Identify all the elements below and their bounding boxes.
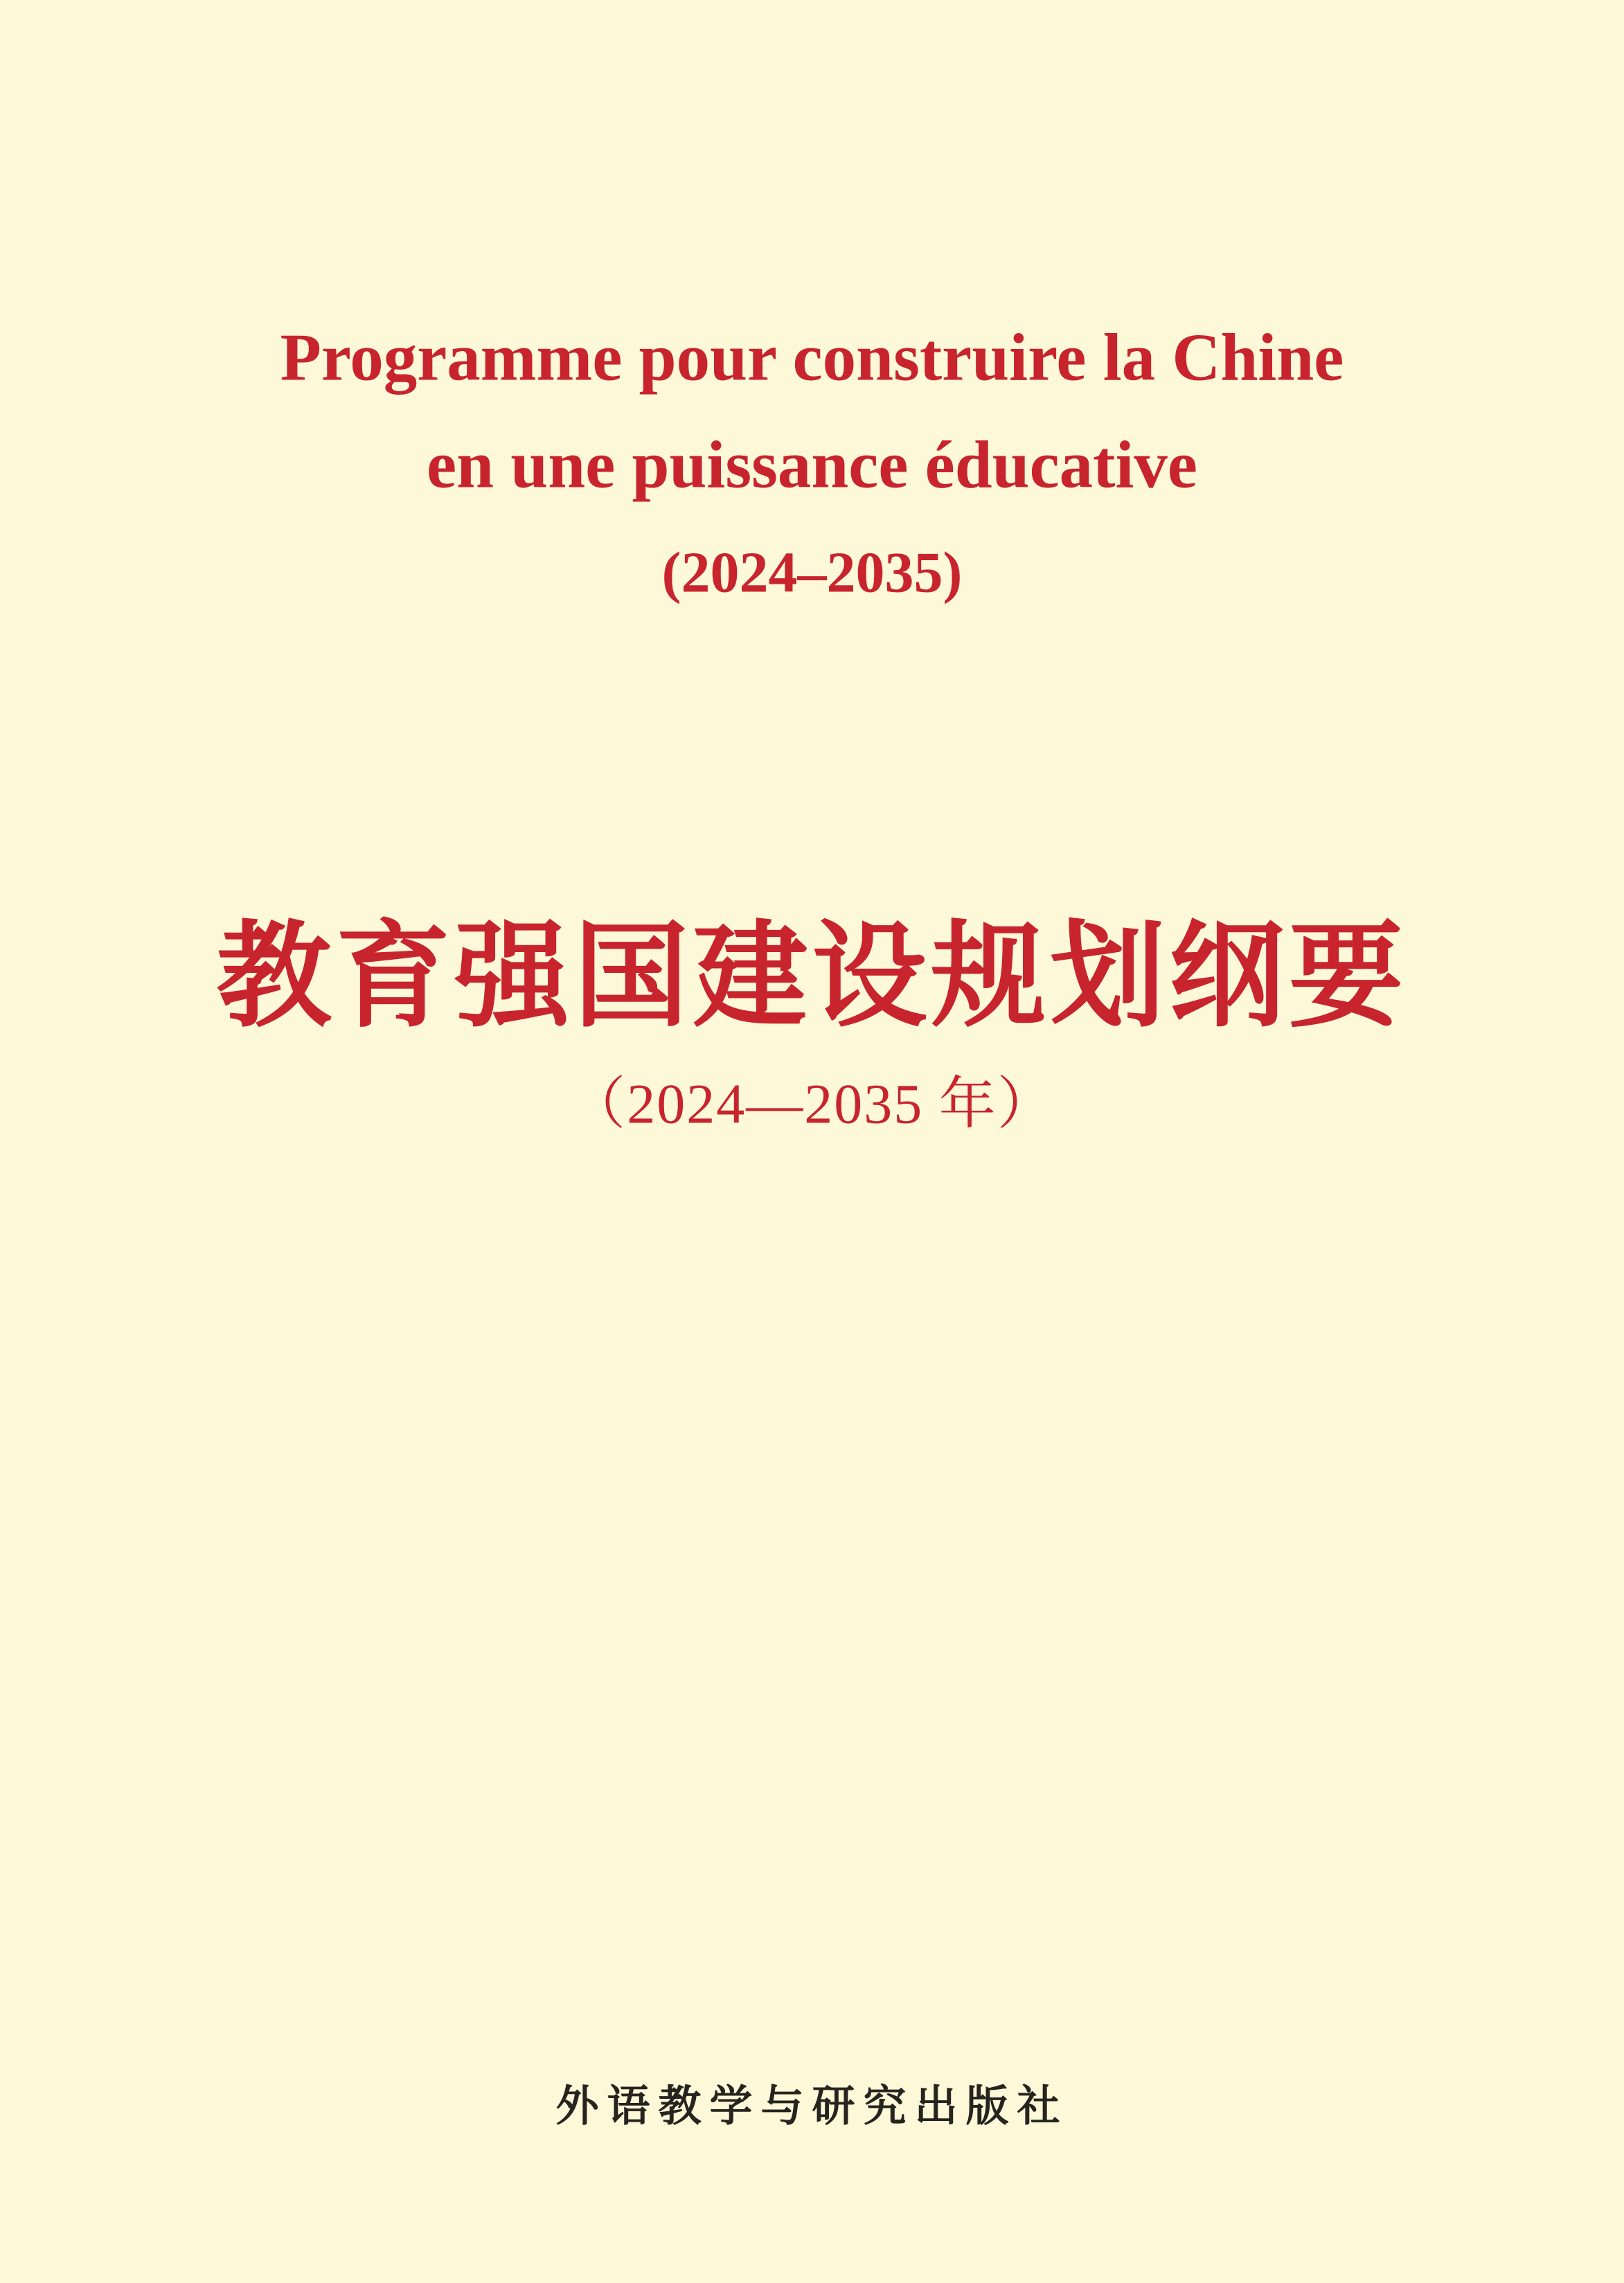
chinese-years-range: （2024—2035 年） [569, 1072, 1055, 1136]
french-title-line2: en une puissance éducative [427, 427, 1197, 502]
french-title-line1: Programme pour construire la Chine [280, 320, 1344, 395]
publisher-name: 外语教学与研究出版社 [555, 2082, 1069, 2131]
french-years-range: (2024–2035) [661, 540, 963, 605]
chinese-title: 教育强国建设规划纲要 [216, 913, 1408, 1041]
